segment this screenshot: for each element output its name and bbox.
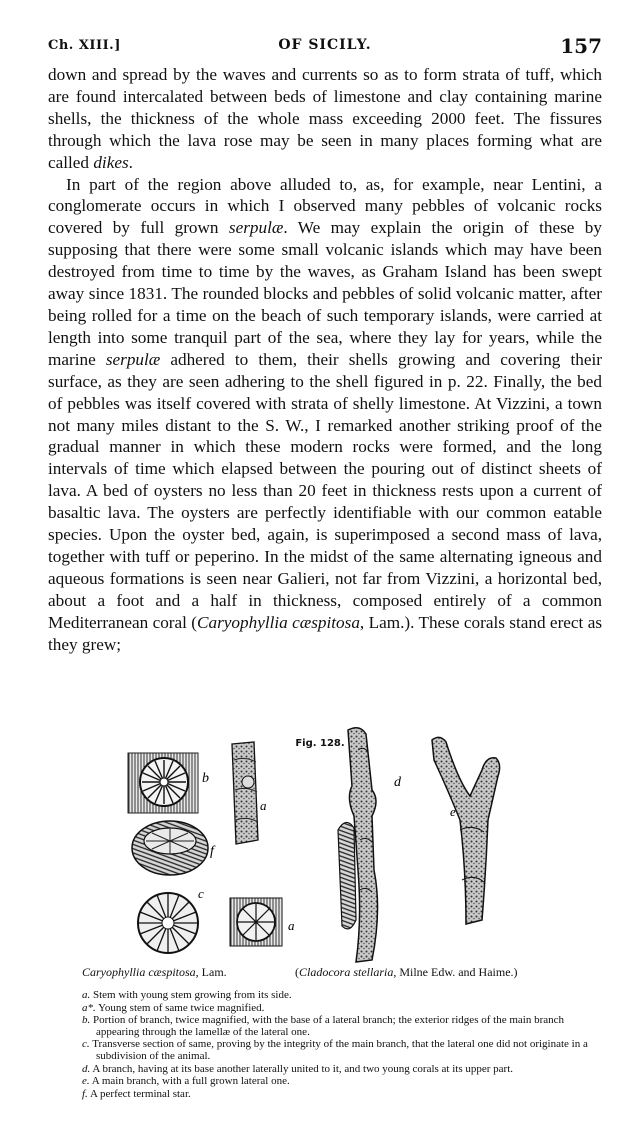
- legend-item-c: c. Transverse section of same, proving by the integrity of the main branch, that the lateral one did not originate in a subdivision of the animal.: [82, 1038, 588, 1062]
- chapter-label: Ch. XIII.]: [48, 38, 121, 53]
- figure-title: Fig. 128.: [295, 738, 345, 749]
- legend-item-a-star: a*. Young stem of same twice magnified.: [82, 1001, 265, 1014]
- specimen-a: [230, 898, 282, 946]
- label-d: d: [394, 775, 401, 790]
- specimen-a-star: [232, 742, 258, 844]
- label-f: f: [210, 844, 214, 859]
- coral-figure: [110, 720, 540, 965]
- legend-item-f: f. A perfect terminal star.: [82, 1087, 191, 1100]
- label-a: a: [288, 918, 295, 933]
- specimen-b: [128, 753, 198, 813]
- legend-item-b: b. Portion of branch, twice magnified, with the base of a lateral branch; the exterior ridges of the main branch appearing through the lamellæ of the lateral one.: [82, 1014, 564, 1038]
- figure-legend: [82, 990, 602, 1101]
- caption-right: (Cladocora stellaria, Milne Edw. and Haime.): [295, 965, 518, 979]
- paragraph-1: down and spread by the waves and currents so as to form strata of tuff, which are found intercalated between beds of limestone and clay containing marine shells, the thickness of the whole mass exceeding 2000 feet. The fissures through which the lava rose may be seen in many places forming what are called dikes.: [48, 65, 602, 172]
- running-header: [48, 34, 602, 58]
- legend-item-d: d. A branch, having at its base another laterally united to it, and two young corals at its upper part.: [82, 1062, 514, 1075]
- label-a-star: a: [260, 798, 267, 813]
- caption-left: Caryophyllia cæspitosa, Lam.: [82, 965, 227, 979]
- legend-item-a: a. Stem with young stem growing from its side.: [82, 989, 292, 1001]
- running-title: OF SICILY.: [278, 37, 372, 53]
- label-c: c: [198, 886, 204, 901]
- label-b: b: [202, 771, 209, 786]
- page-number: 157: [560, 34, 602, 58]
- specimen-d: [338, 728, 378, 962]
- body-text: [48, 64, 602, 655]
- specimen-e: [432, 737, 500, 924]
- label-e: e: [450, 804, 456, 819]
- specimen-f: [132, 821, 208, 875]
- specimen-c: [138, 893, 198, 953]
- legend-item-e: e. A main branch, with a full grown lateral one.: [82, 1075, 290, 1088]
- paragraph-2: In part of the region above alluded to, as, for example, near Lentini, a conglomerate occurs in which I observed many pebbles of volcanic rocks covered by full grown serpulæ. We may explain the origin of these by supposing that there were some small volcanic islands which may have been destroyed from time to time by the waves, as Graham Island has been swept away since 1831. The rounded blocks and pebbles of solid volcanic matter, after being rolled for a time on the beach of such temporary islands, were carried at length into some tranquil part of the sea, where they lay for years, while the marine serpulæ adhered to them, their shells growing and covering their surface, as they are seen adhering to the shell figured in p. 22. Finally, the bed of pebbles was itself covered with strata of shelly limestone. At Vizzini, a town not many miles distant to the S. W., I remarked another striking proof of the gradual manner in which these modern rocks were formed, and the long intervals of time which elapsed between the pouring out of distinct sheets of lava. A bed of oysters no less than 20 feet in thickness rests upon a current of basaltic lava. The oysters are perfectly identifiable with our common eatable species. Upon the oyster bed, again, is superimposed a second mass of lava, together with tuff or peperino. In the midst of the same alternating igneous and aqueous formations is seen near Galieri, not far from Vizzini, a horizontal bed, about a foot and a half in thickness, composed entirely of a common Mediterranean coral (Caryophyllia cæspitosa, Lam.). These corals stand erect as they grew;: [48, 174, 603, 654]
